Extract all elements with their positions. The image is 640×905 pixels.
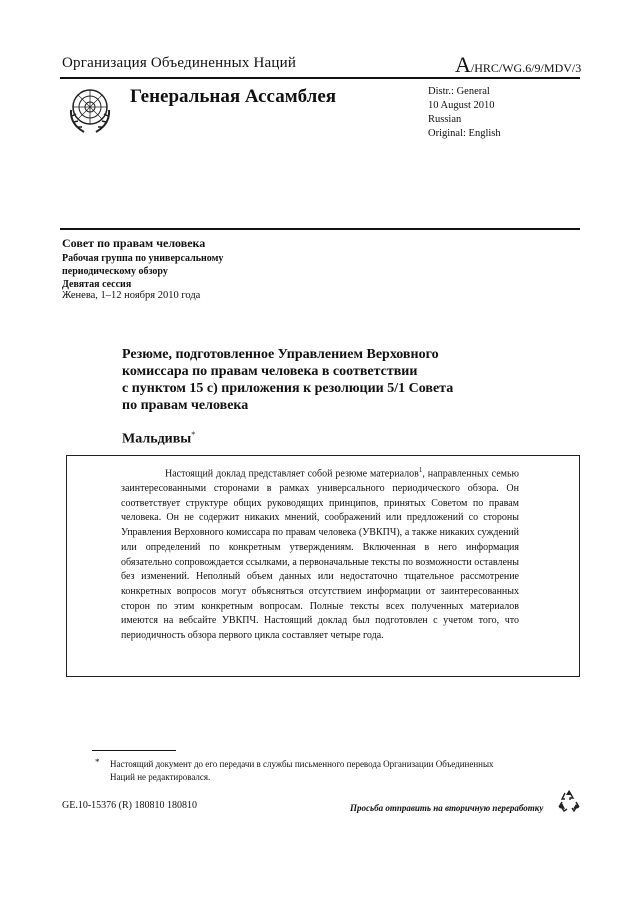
title-line3: с пунктом 15 с) приложения к резолюции 5/1 Совета: [122, 381, 454, 396]
working-group: [62, 252, 282, 291]
footnote-text: Настоящий документ до его передачи в службы письменного перевода Организации Объединенных Наций не редактировался.: [110, 759, 494, 782]
wg-line1: Рабочая группа по универсальному: [62, 253, 224, 264]
document-symbol: [455, 52, 581, 78]
recycle-icon: [556, 788, 582, 814]
symbol-prefix: A: [455, 52, 471, 77]
date-line: 10 August 2010: [428, 100, 495, 111]
distr-line: Distr.: General: [428, 86, 490, 97]
section-rule: [60, 228, 580, 230]
wg-line2: периодическому обзору: [62, 266, 168, 277]
footnote-mark: *: [95, 757, 100, 767]
summary-part1: Настоящий доклад представляет собой резюме материалов: [165, 468, 419, 480]
language-line: Russian: [428, 114, 462, 125]
distribution-block: [428, 85, 501, 141]
country-name: Мальдивы: [122, 431, 192, 447]
title-line4: по правам человека: [122, 398, 249, 413]
title-line1: Резюме, подготовленное Управлением Верховного: [122, 347, 439, 362]
symbol-rest: /HRC/WG.6/9/MDV/3: [470, 61, 582, 75]
summary-part2: , направленных семью заинтересованными сторонами в рамках универсального периодического обзора. Он соответствует структуре общих руководящих принципов, принятых Советом по правам человека. Он не содержит никаких мнений, соображений или предложений со стороны Управления Верховного комиссара по правам человека (УВКПЧ), а также никаких суждений или определений по конкретным утверждениям. Включенная в него информация обязательно сопровождается ссылками, а первоначальные тексты по возможности оставлены без изменений. Неполный объем данных или недостаточно тщательное рассмотрение конкретных вопросов могут объясняться отсутствием информации от заинтересованных сторон по этим конкретным вопросам. Полные тексты всех полученных материалов имеются на вебсайте УВКПЧ. Настоящий доклад был подготовлен с учетом того, что периодичность обзора первого цикла составляет четыре года.: [121, 468, 519, 642]
country-heading: [122, 430, 195, 448]
session-name: Девятая сессия: [62, 279, 132, 290]
summary-footnote-ref: 1: [418, 466, 423, 474]
session-venue: Женева, 1–12 ноября 2010 года: [62, 290, 201, 301]
footnote-rule: [92, 750, 176, 751]
title-line2: комиссара по правам человека в соответствии: [122, 364, 418, 379]
header-rule: [60, 77, 580, 79]
country-footnote-mark: *: [191, 430, 196, 439]
body-name: Генеральная Ассамблея: [130, 86, 337, 107]
original-line: Original: English: [428, 128, 501, 139]
council-name: Совет по правам человека: [62, 236, 206, 250]
document-title: [122, 346, 522, 414]
document-number: GE.10-15376 (R) 180810 180810: [62, 800, 197, 811]
un-emblem-icon: [62, 80, 118, 136]
organization-name: Организация Объединенных Наций: [62, 55, 297, 71]
recycle-note: Просьба отправить на вторичную переработку: [350, 803, 544, 813]
summary-text: [121, 463, 519, 644]
